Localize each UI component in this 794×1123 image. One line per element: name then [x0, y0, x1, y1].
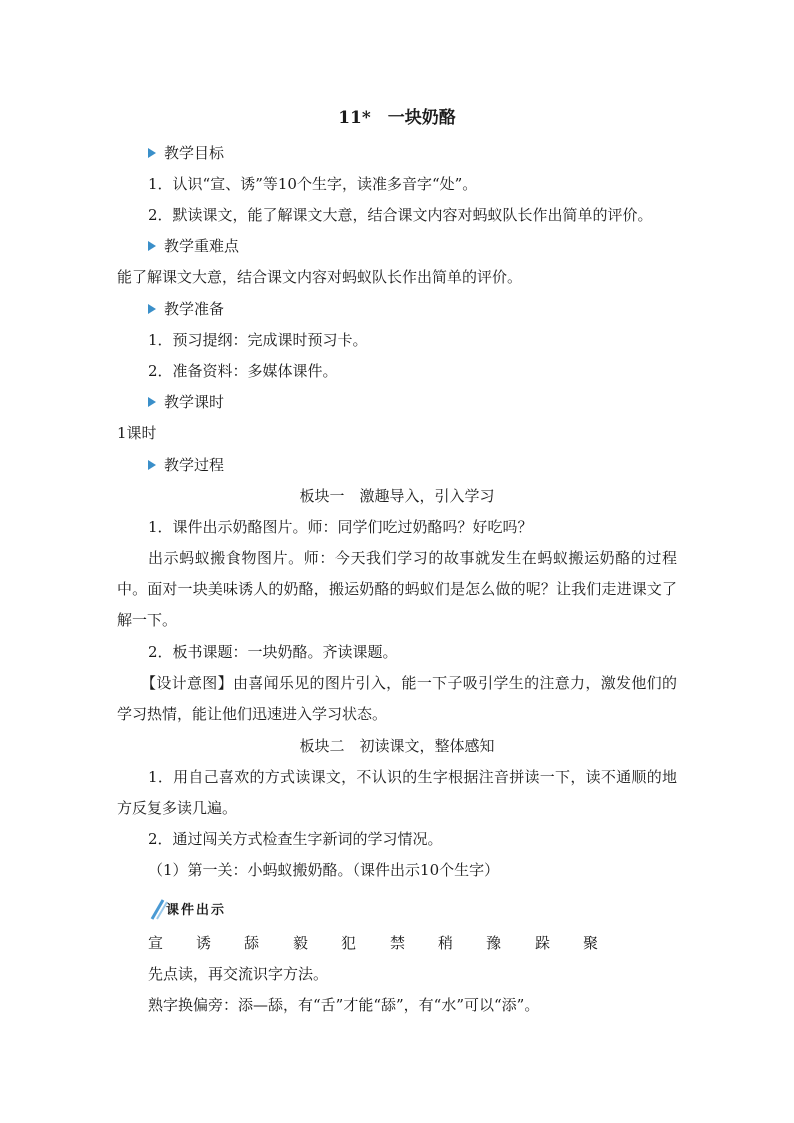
new-character: 稍 — [438, 934, 454, 952]
section-heading-label: 教学重难点 — [164, 237, 240, 255]
new-character: 豫 — [486, 934, 502, 952]
block2-paragraph-2: 2．通过闯关方式检查生字新词的学习情况。 — [148, 830, 443, 848]
prep-item-2: 2．准备资料：多媒体课件。 — [148, 362, 338, 380]
block2-heading: 板块二 初读课文，整体感知 — [299, 737, 495, 755]
new-character: 宣 — [148, 934, 164, 952]
new-character: 禁 — [390, 934, 406, 952]
courseware-header — [148, 896, 278, 922]
new-character: 舔 — [244, 934, 260, 952]
triangle-bullet-icon — [148, 148, 156, 158]
block1-paragraph-3: 2．板书课题：一块奶酪。齐读课题。 — [148, 643, 398, 661]
triangle-bullet-icon — [148, 460, 156, 470]
block2-paragraph-1: 1．用自己喜欢的方式读课文，不认识的生字根据注音拼读一下，读不通顺的地方反复多读几遍。 — [117, 768, 677, 817]
new-character: 聚 — [583, 934, 599, 952]
design-intent-paragraph: 【设计意图】由喜闻乐见的图片引入，能一下子吸引学生的注意力，激发他们的学习热情，能让他们迅速进入学习状态。 — [117, 674, 677, 723]
key-points-text: 能了解课文大意，结合课文内容对蚂蚁队长作出简单的评价。 — [117, 268, 523, 286]
section-heading-process — [148, 450, 718, 481]
section-heading-label: 教学目标 — [164, 144, 225, 162]
block1-paragraph-2: 出示蚂蚁搬食物图片。师：今天我们学习的故事就发生在蚂蚁搬运奶酪的过程中。面对一块美味诱人的奶酪，搬运奶酪的蚂蚁们是怎么做的呢？让我们走进课文了解一下。 — [117, 549, 677, 629]
page-title: 11* 一块奶酪 — [338, 108, 456, 128]
new-character: 犯 — [341, 934, 357, 952]
prep-item-1: 1．预习提纲：完成课时预习卡。 — [148, 331, 368, 349]
section-heading-label: 教学课时 — [164, 393, 225, 411]
new-character: 诱 — [196, 934, 212, 952]
section-heading-hours — [148, 387, 718, 418]
new-character: 跺 — [535, 934, 551, 952]
section-heading-label: 教学过程 — [164, 456, 225, 474]
block2-paragraph-5: 熟字换偏旁：添—舔，有“舌”才能“舔”，有“水”可以“添”。 — [148, 996, 540, 1014]
block2-paragraph-4: 先点读，再交流识字方法。 — [148, 965, 329, 983]
triangle-bullet-icon — [148, 241, 156, 251]
section-heading-key-points — [148, 231, 718, 262]
block1-heading: 板块一 激趣导入，引入学习 — [299, 487, 495, 505]
section-heading-label: 教学准备 — [164, 300, 225, 318]
triangle-bullet-icon — [148, 397, 156, 407]
new-characters-row — [148, 928, 628, 959]
block1-paragraph-1: 1．课件出示奶酪图片。师：同学们吃过奶酪吗？好吃吗？ — [148, 518, 533, 536]
new-character: 毅 — [293, 934, 309, 952]
triangle-bullet-icon — [148, 304, 156, 314]
slash-marker-icon — [148, 898, 168, 920]
goal-item-2: 2．默读课文，能了解课文大意，结合课文内容对蚂蚁队长作出简单的评价。 — [148, 206, 653, 224]
hours-text: 1课时 — [117, 424, 157, 442]
courseware-label: 课件出示 — [166, 903, 227, 918]
block2-paragraph-3: （1）第一关：小蚂蚁搬奶酪。（课件出示10个生字） — [148, 861, 500, 879]
goal-item-1: 1．认识“宣、诱”等10个生字，读准多音字“处”。 — [148, 175, 478, 193]
section-heading-goals — [148, 138, 718, 169]
section-heading-preparation — [148, 294, 718, 325]
